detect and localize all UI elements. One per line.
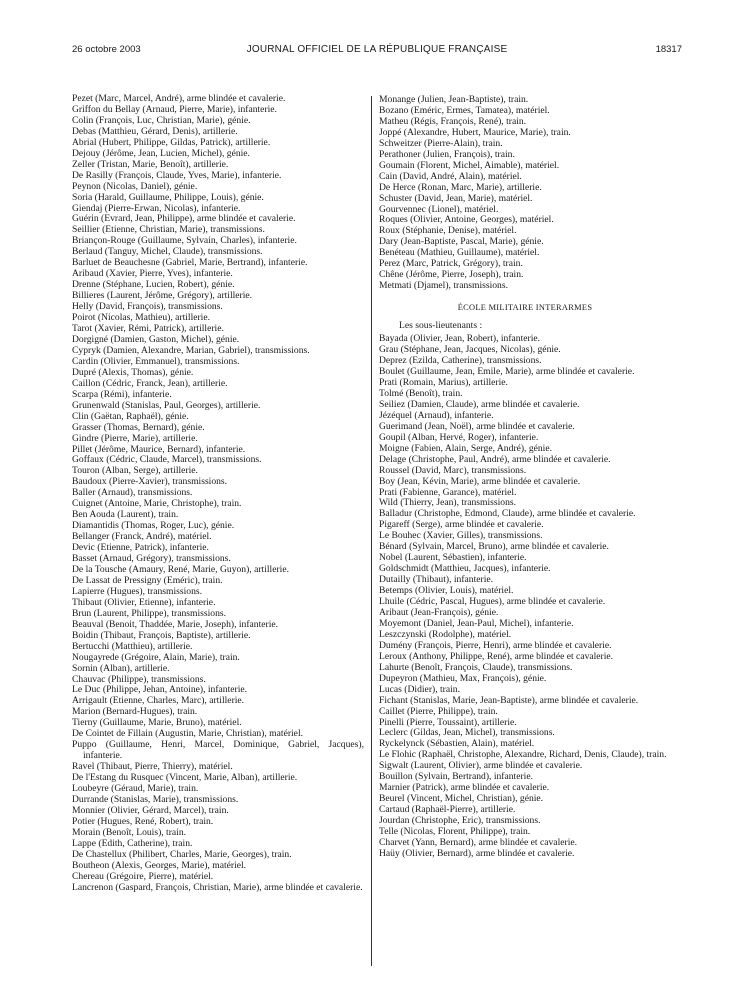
list-item: Billieres (Laurent, Jérôme, Grégory), artillerie. xyxy=(72,290,253,302)
list-item: Tarot (Xavier, Rémi, Patrick), artillerie. xyxy=(72,323,224,335)
list-item: Goffaux (Cédric, Claude, Marcel), transmissions. xyxy=(72,454,262,466)
list-item: Marion (Bernard-Hugues), train. xyxy=(72,706,198,718)
list-item: Berlaud (Tanguy, Michel, Claude), transmissions. xyxy=(72,246,263,258)
list-item: Perez (Marc, Patrick, Grégory), train. xyxy=(379,258,523,270)
list-item: Cypryk (Damien, Alexandre, Marian, Gabriel), transmissions. xyxy=(72,344,310,356)
list-item: Cain (David, André, Alain), matériel. xyxy=(379,170,522,182)
list-item: Lucas (Didier), train. xyxy=(379,683,460,695)
list-item: Seillier (Etienne, Christian, Marie), transmissions. xyxy=(72,224,265,236)
list-item: Beauval (Benoit, Thaddée, Marie, Joseph), infanterie. xyxy=(72,618,279,630)
list-item: Baller (Arnaud), transmissions. xyxy=(72,487,193,499)
list-item: Telle (Nicolas, Florent, Philippe), train. xyxy=(379,826,531,838)
list-item: De Lassat de Pressigny (Eméric), train. xyxy=(72,574,223,586)
list-item: Dary (Jean-Baptiste, Pascal, Marie), génie. xyxy=(379,236,544,248)
list-item: Beurel (Vincent, Michel, Christian), génie. xyxy=(379,793,544,805)
list-item: Bertucchi (Matthieu), artillerie. xyxy=(72,640,193,652)
list-item: Schweitzer (Pierre-Alain), train. xyxy=(379,137,503,149)
list-item: Grunenwald (Stanislas, Paul, Georges), artillerie. xyxy=(72,399,261,411)
list-item: De l'Estang du Rusquec (Vincent, Marie, Alban), artillerie. xyxy=(72,772,298,784)
right-column xyxy=(379,95,671,860)
list-item: Nougayrede (Grégoire, Alain, Marie), train. xyxy=(72,651,240,663)
list-item: Baudoux (Pierre-Xavier), transmissions. xyxy=(72,476,228,488)
list-item: Durrande (Stanislas, Marie), transmissions. xyxy=(72,794,239,805)
list-item: Soria (Harald, Guillaume, Philippe, Louis), génie. xyxy=(72,191,264,203)
list-item: Basset (Arnaud, Grégory), transmissions. xyxy=(72,553,231,565)
section-subtitle: Les sous-lieutenants : xyxy=(399,320,483,332)
list-item: Guerimand (Jean, Noël), arme blindée et cavalerie. xyxy=(379,420,575,432)
list-item: Dejouy (Jérôme, Jean, Lucien, Michel), génie. xyxy=(72,147,250,159)
list-item: Le Flohic (Raphaël, Christophe, Alexandre, Richard, Denis, Claude), train. xyxy=(379,749,667,761)
list-item: Boulet (Guillaume, Jean, Emile, Marie), arme blindée et cavalerie. xyxy=(379,366,635,378)
list-item: Prati (Romain, Marius), artillerie. xyxy=(379,376,508,388)
list-item: De Cointet de Fillain (Augustin, Marie, Christian), matériel. xyxy=(72,728,304,740)
list-item: Roux (Stéphanie, Denise), matériel. xyxy=(379,225,517,237)
list-item: Grau (Stéphane, Jean, Jacques, Nicolas), génie. xyxy=(379,344,561,356)
list-item: Monnier (Olivier, Gérard, Marcel), train. xyxy=(72,804,229,816)
list-item: Leroux (Anthony, Philippe, René), arme blindée et cavalerie. xyxy=(379,650,614,662)
list-item: Bénard (Sylvain, Marcel, Bruno), arme blindée et cavalerie. xyxy=(379,541,609,553)
list-item: Scarpa (Rémi), infanterie. xyxy=(72,388,172,400)
list-item: Loubeyre (Géraud, Marie), train. xyxy=(72,783,199,795)
list-item: Grasser (Thomas, Bernard), génie. xyxy=(72,421,205,433)
list-item: Touron (Alban, Serge), artillerie. xyxy=(72,465,198,477)
list-item: Pillet (Jérôme, Maurice, Bernard), infanterie. xyxy=(72,443,246,455)
list-item: Roussel (David, Marc), transmissions. xyxy=(379,464,527,476)
list-item: Bozano (Eméric, Ermes, Tamatea), matériel. xyxy=(379,104,550,116)
list-item: De Chastellux (Philibert, Charles, Marie, Georges), train. xyxy=(72,848,292,860)
list-item: Guérin (Evrard, Jean, Philippe), arme blindée et cavalerie. xyxy=(72,213,296,225)
page-number: 18317 xyxy=(655,44,682,55)
list-item: Roques (Olivier, Antoine, Georges), matériel. xyxy=(379,214,554,226)
list-item: Pigareff (Serge), arme blindée et cavalerie. xyxy=(379,519,544,531)
list-item: Diamantidis (Thomas, Roger, Luc), génie. xyxy=(72,520,235,532)
list-item: Bouillon (Sylvain, Bertrand), infanterie. xyxy=(379,771,533,783)
header-date: 26 octobre 2003 xyxy=(72,44,141,55)
list-item: Lapierre (Hugues), transmissions. xyxy=(72,585,203,597)
list-item: Zeller (Tristan, Marie, Benoît), artillerie. xyxy=(72,158,229,170)
list-item: Gourvennec (Lionel), matériel. xyxy=(379,203,499,215)
list-item: Joppé (Alexandre, Hubert, Maurice, Marie), train. xyxy=(379,126,571,138)
list-item: Boy (Jean, Kévin, Marie), arme blindée et cavalerie. xyxy=(379,475,581,487)
list-item: Dupré (Alexis, Thomas), génie. xyxy=(72,366,194,378)
list-item: Dumény (François, Pierre, Henri), arme blindée et cavalerie. xyxy=(379,639,612,651)
list-item: Perathoner (Julien, François), train. xyxy=(379,148,515,160)
list-item: Brun (Laurent, Philippe), transmissions. xyxy=(72,607,227,619)
list-item: Caillet (Pierre, Philippe), train. xyxy=(379,705,498,717)
list-item: Puppo (Guillaume, Henri, Marcel, Dominique, Gabriel, Jacques), infanterie. xyxy=(72,739,364,762)
list-item: Nobel (Laurent, Sébastien), infanterie. xyxy=(379,552,527,564)
list-item: Cardin (Olivier, Emmanuel), transmissions. xyxy=(72,355,240,367)
list-item: Dorgigné (Damien, Gaston, Michel), génie. xyxy=(72,333,240,345)
list-item: Griffon du Bellay (Arnaud, Pierre, Marie), infanterie. xyxy=(72,103,277,115)
list-item: Morain (Benoît, Louis), train. xyxy=(72,826,187,838)
list-item: Fichant (Stanislas, Marie, Jean-Baptiste), arme blindée et cavalerie. xyxy=(379,694,639,706)
list-item: Clin (Gaëtan, Raphaël), génie. xyxy=(72,410,189,422)
list-item: Balladur (Christophe, Edmond, Claude), arme blindée et cavalerie. xyxy=(379,508,636,520)
list-item: Goupil (Alban, Hervé, Roger), infanterie. xyxy=(379,431,539,443)
list-item: Leszczynski (Rodolphe), matériel. xyxy=(379,628,512,640)
list-item: Deprez (Ezilda, Catherine), transmissions. xyxy=(379,355,542,367)
list-item: De Rasilly (François, Claude, Yves, Marie), infanterie. xyxy=(72,169,282,181)
list-item: Benéteau (Mathieu, Guillaume), matériel. xyxy=(379,247,540,259)
list-item: De Herce (Ronan, Marc, Marie), artillerie. xyxy=(379,181,542,193)
list-item: Sornin (Alban), artillerie. xyxy=(72,662,170,674)
list-item: Chereau (Grégoire, Pierre), matériel. xyxy=(72,870,214,882)
page-header xyxy=(72,44,682,58)
journal-title: JOURNAL OFFICIEL DE LA RÉPUBLIQUE FRANÇAISE xyxy=(246,44,508,55)
list-item: Aribaut (Jean-François), génie. xyxy=(379,606,499,618)
right-column-list-top xyxy=(379,95,671,292)
list-item: Jézéquel (Arnaud), infanterie. xyxy=(379,409,494,421)
list-item: Thibaut (Olivier, Etienne), infanterie. xyxy=(72,596,216,608)
list-item: Marnier (Patrick), arme blindée et cavalerie. xyxy=(379,782,550,794)
list-item: Arrigault (Etienne, Charles, Marc), artillerie. xyxy=(72,695,245,707)
list-item: Boidin (Thibaut, François, Baptiste), artillerie. xyxy=(72,629,251,641)
list-item: Schuster (David, Jean, Marie), matériel. xyxy=(379,192,533,204)
list-item: Dutailly (Thibaut), infanterie. xyxy=(379,574,494,586)
list-item: Tolmé (Benoît), train. xyxy=(379,387,463,399)
list-item: Bellanger (Franck, André), matériel. xyxy=(72,531,212,543)
list-item: Tierny (Guillaume, Marie, Bruno), matériel. xyxy=(72,717,242,729)
list-item: Briançon-Rouge (Guillaume, Sylvain, Charles), infanterie. xyxy=(72,235,297,247)
right-column-list-bottom xyxy=(379,334,671,860)
list-item: Delage (Christophe, Paul, André), arme blindée et cavalerie. xyxy=(379,453,611,465)
list-item: Giendaj (Pierre-Erwan, Nicolas), infanterie. xyxy=(72,202,241,214)
list-item: Drenne (Stéphane, Lucien, Robert), génie. xyxy=(72,279,235,291)
list-item: Caillon (Cédric, Franck, Jean), artillerie. xyxy=(72,377,228,389)
list-item: Leclerc (Gildas, Jean, Michel), transmissions. xyxy=(379,727,555,739)
list-item: Abrial (Hubert, Philippe, Gildas, Patrick), artillerie. xyxy=(72,136,271,148)
list-item: Metmati (Djamel), transmissions. xyxy=(379,280,508,292)
list-item: Lancrenon (Gaspard, François, Christian, Marie), arme blindée et cavalerie. xyxy=(72,881,363,893)
list-item: Colin (François, Luc, Christian, Marie), génie. xyxy=(72,114,251,126)
list-item: De la Tousche (Amaury, René, Marie, Guyon), artillerie. xyxy=(72,563,289,575)
column-divider xyxy=(371,96,372,966)
list-item: Pinelli (Pierre, Toussaint), artillerie. xyxy=(379,716,517,728)
list-item: Ryckelynck (Sébastien, Alain), matériel. xyxy=(379,738,535,750)
list-item: Le Bouhec (Xavier, Gilles), transmissions. xyxy=(379,530,543,542)
list-item: Devic (Etienne, Patrick), infanterie. xyxy=(72,542,209,554)
list-item: Bayada (Olivier, Jean, Robert), infanterie. xyxy=(379,333,541,345)
list-item: Haüy (Olivier, Bernard), arme blindée et cavalerie. xyxy=(379,847,575,859)
list-item: Helly (David, François), transmissions. xyxy=(72,301,223,313)
list-item: Gindre (Pierre, Marie), artillerie. xyxy=(72,432,198,444)
list-item: Goldschmidt (Matthieu, Jacques), infanterie. xyxy=(379,563,551,575)
list-item: Moyemont (Daniel, Jean-Paul, Michel), infanterie. xyxy=(379,617,574,629)
list-item: Lhuile (Cédric, Pascal, Hugues), arme blindée et cavalerie. xyxy=(379,596,606,608)
list-item: Ben Aouda (Laurent), train. xyxy=(72,509,179,521)
list-item: Lappe (Edith, Catherine), train. xyxy=(72,837,193,849)
list-item: Boutheon (Alexis, Georges, Marie), matériel. xyxy=(72,859,247,871)
list-item: Peynon (Nicolas, Daniel), génie. xyxy=(72,180,198,192)
section-title: ÉCOLE MILITAIRE INTERARMES xyxy=(457,303,593,313)
list-item: Matheu (Régis, François, René), train. xyxy=(379,115,527,127)
list-item: Prati (Fabienne, Garance), matériel. xyxy=(379,486,517,498)
list-item: Betemps (Olivier, Louis), matériel. xyxy=(379,585,514,597)
list-item: Chêne (Jérôme, Pierre, Joseph), train. xyxy=(379,269,524,281)
list-item: Aribaud (Xavier, Pierre, Yves), infanterie. xyxy=(72,268,233,280)
list-item: Monange (Julien, Jean-Baptiste), train. xyxy=(379,94,529,105)
list-item: Poirot (Nicolas, Mathieu), artillerie. xyxy=(72,312,211,324)
list-item: Cuignet (Antoine, Marie, Christophe), train. xyxy=(72,498,242,510)
list-item: Barluet de Beauchesne (Gabriel, Marie, Bertrand), infanterie. xyxy=(72,257,308,269)
list-item: Chauvac (Philippe), transmissions. xyxy=(72,673,206,685)
list-item: Jourdan (Christophe, Eric), transmissions. xyxy=(379,815,541,827)
list-item: Debas (Matthieu, Gérard, Denis), artillerie. xyxy=(72,125,238,137)
list-item: Moigne (Fabien, Alain, Serge, André), génie. xyxy=(379,442,553,454)
list-item: Seiliez (Damien, Claude), arme blindée et cavalerie. xyxy=(379,398,580,410)
list-item: Potier (Hugues, René, Robert), train. xyxy=(72,815,214,827)
left-column xyxy=(72,94,364,894)
list-item: Le Duc (Philippe, Jehan, Antoine), infanterie. xyxy=(72,684,248,696)
list-item: Cartaud (Raphaël-Pierre), artillerie. xyxy=(379,804,516,816)
list-item: Pezet (Marc, Marcel, André), arme blindée et cavalerie. xyxy=(72,93,286,104)
list-item: Sigwalt (Laurent, Olivier), arme blindée et cavalerie. xyxy=(379,760,583,772)
list-item: Dupeyron (Mathieu, Max, François), génie. xyxy=(379,672,547,684)
list-item: Wild (Thierry, Jean), transmissions. xyxy=(379,497,517,509)
list-item: Lahurte (Benoît, François, Claude), transmissions. xyxy=(379,661,573,673)
list-item: Charvet (Yann, Bernard), arme blindée et cavalerie. xyxy=(379,837,578,848)
list-item: Goumain (Florent, Michel, Aimable), matériel. xyxy=(379,159,560,171)
list-item: Ravel (Thibaut, Pierre, Thierry), matériel. xyxy=(72,761,233,773)
